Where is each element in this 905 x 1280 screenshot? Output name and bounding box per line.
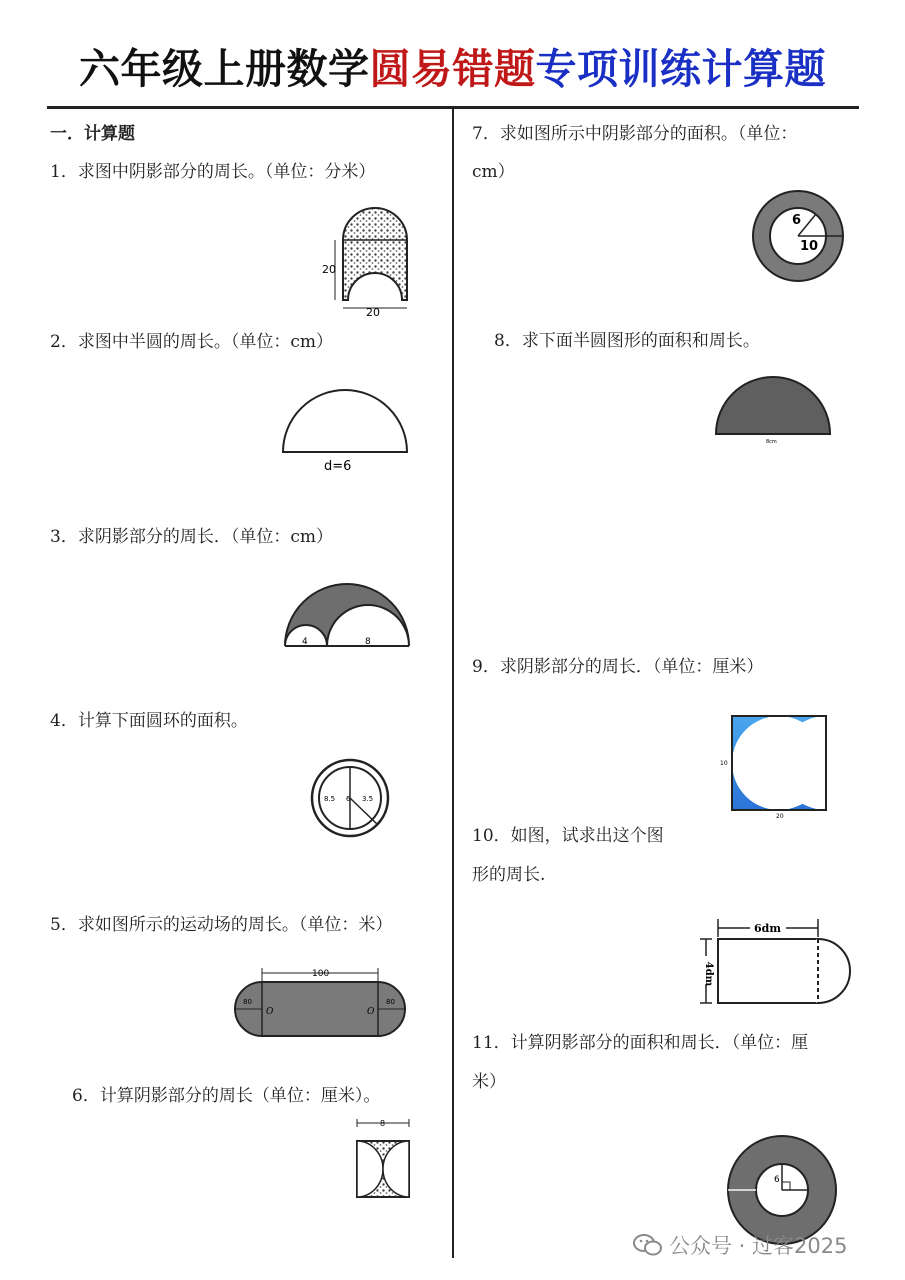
- column-divider: [452, 108, 454, 1258]
- q5-label-right-width: 80: [386, 998, 395, 1006]
- title-part-blue: 专项训练计算题: [535, 45, 826, 93]
- question-1-figure: [320, 205, 420, 317]
- question-10-text-line1: 10．如图，试求出这个图: [472, 826, 664, 846]
- question-3-text: 3．求阴影部分的周长．（单位：cm）: [50, 527, 333, 547]
- question-10-text-line2: 形的周长.: [472, 865, 546, 885]
- question-9-figure: [718, 712, 830, 818]
- q4-label-mid: 6: [346, 795, 351, 803]
- q2-label-diameter: d=6: [324, 459, 352, 474]
- q7-label-outer: 10: [800, 239, 819, 254]
- question-10-figure: [698, 915, 854, 1011]
- q11-label-radius: 6: [774, 1175, 780, 1185]
- question-6-figure: [352, 1117, 414, 1201]
- question-7-text-line2: cm）: [472, 162, 515, 182]
- q4-label-right: 3.5: [362, 795, 374, 803]
- question-8-figure: [712, 372, 834, 444]
- q3-label-large: 8: [365, 637, 371, 647]
- q9-label-width: 20: [776, 813, 784, 820]
- q7-label-inner: 6: [792, 213, 802, 228]
- q5-label-center-right: O: [367, 1007, 375, 1017]
- q10-label-width: 4dm: [703, 961, 714, 987]
- q5-label-left-width: 80: [243, 998, 252, 1006]
- q1-label-width: 20: [366, 306, 380, 319]
- q4-label-left: 8.5: [324, 795, 336, 803]
- question-3-figure: [280, 582, 412, 654]
- question-1-text: 1．求图中阴影部分的周长。（单位：分米）: [50, 162, 376, 182]
- q10-label-length: 6dm: [754, 922, 781, 935]
- wechat-icon: [633, 1233, 663, 1262]
- question-7-figure: [750, 188, 846, 284]
- question-2-figure: [278, 384, 413, 476]
- question-5-text: 5．求如图所示的运动场的周长。（单位：米）: [50, 915, 393, 935]
- q3-label-small: 4: [302, 637, 308, 647]
- question-4-figure: [308, 756, 392, 840]
- section-title: 一．计算题: [50, 124, 135, 144]
- title-part-black: 六年级上册数学: [79, 45, 370, 93]
- question-6-text: 6．计算阴影部分的周长（单位：厘米）。: [72, 1086, 381, 1106]
- watermark: [633, 1230, 847, 1262]
- question-11-text-line1: 11．计算阴影部分的面积和周长．（单位：厘: [472, 1033, 809, 1053]
- q5-label-length: 100: [312, 969, 330, 979]
- q8-label-diameter: 8cm: [766, 439, 777, 445]
- page-title: [0, 36, 905, 95]
- question-9-text: 9．求阴影部分的周长．（单位：厘米）: [472, 657, 764, 677]
- q5-label-center-left: O: [266, 1007, 274, 1017]
- q6-label-side: 8: [380, 1119, 386, 1128]
- question-4-text: 4．计算下面圆环的面积。: [50, 711, 248, 731]
- watermark-text: 公众号 · 过客2025: [669, 1234, 848, 1258]
- question-7-text-line1: 7．求如图所示中阴影部分的面积。（单位：: [472, 124, 798, 144]
- question-8-text: 8．求下面半圆图形的面积和周长。: [494, 331, 760, 351]
- question-11-text-line2: 米）: [472, 1072, 506, 1092]
- q9-label-height: 10: [720, 760, 728, 767]
- title-part-red: 圆易错题: [369, 45, 536, 93]
- question-2-text: 2．求图中半圆的周长。（单位：cm）: [50, 332, 333, 352]
- q1-label-height: 20: [322, 263, 336, 276]
- question-5-figure: [230, 962, 410, 1044]
